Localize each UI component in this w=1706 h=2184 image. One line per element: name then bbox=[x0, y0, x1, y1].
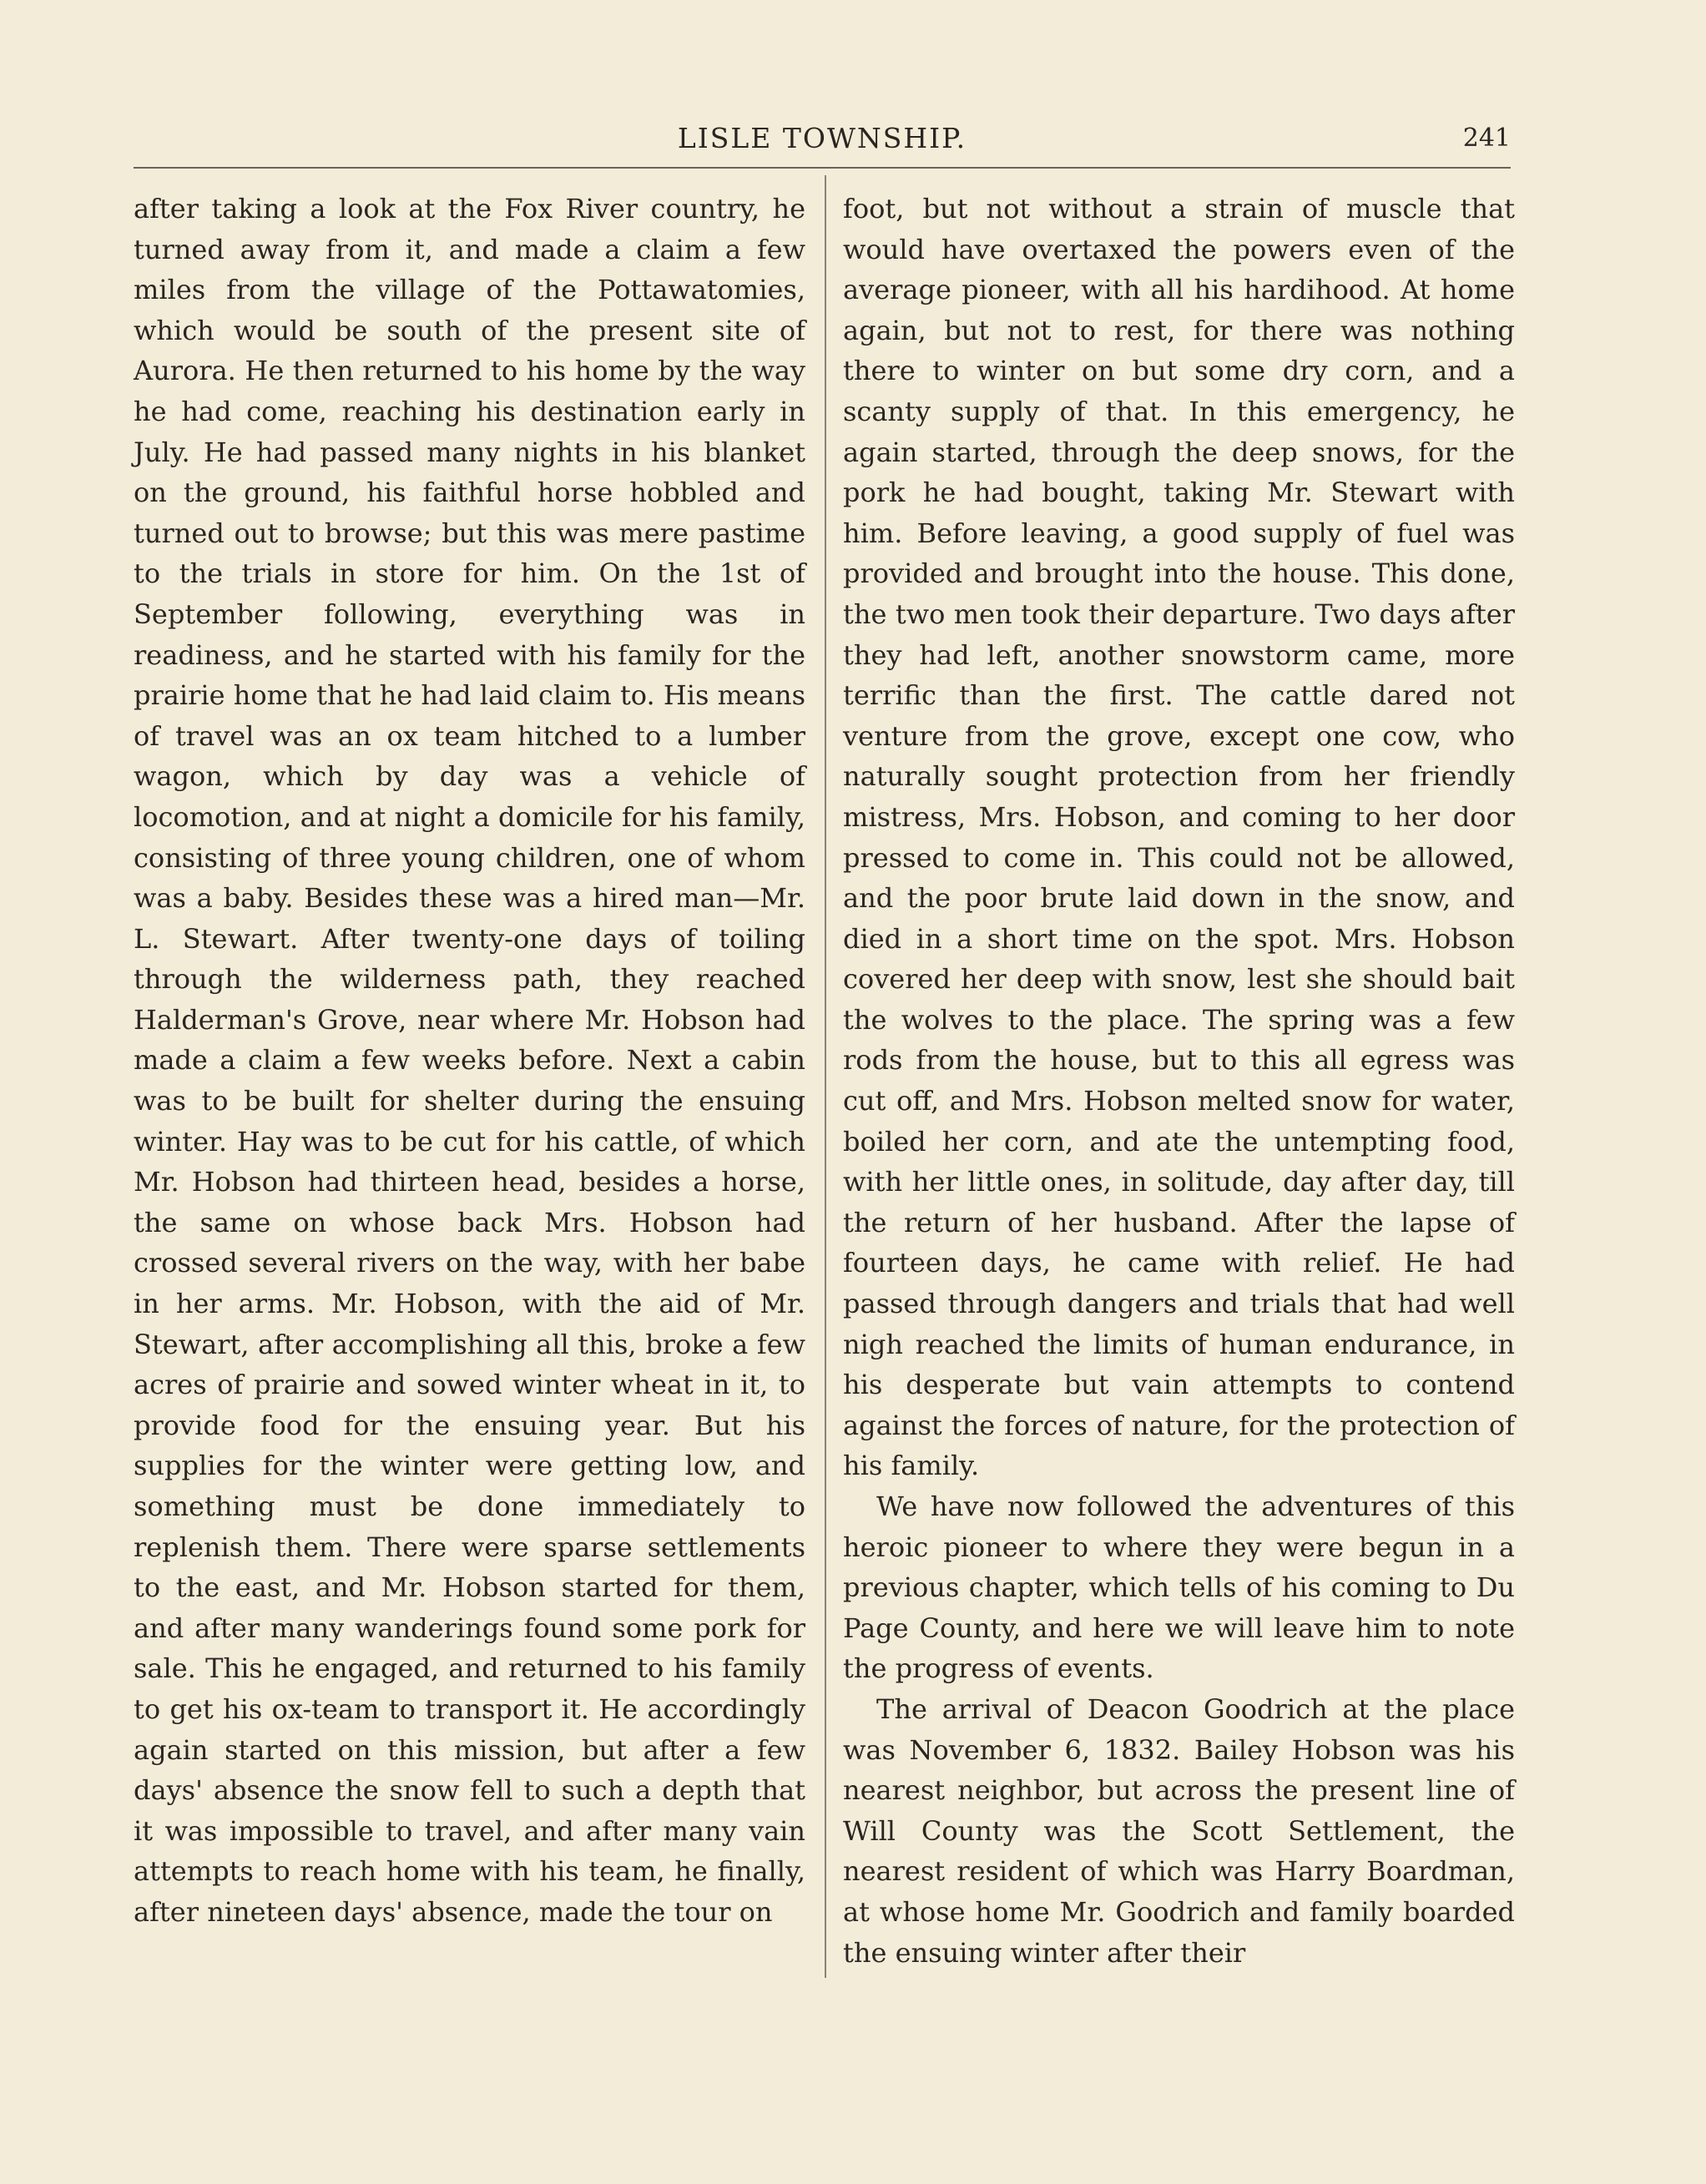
page-number: 241 bbox=[1462, 124, 1511, 153]
running-title: LISLE TOWNSHIP. bbox=[677, 122, 967, 154]
left-column bbox=[134, 189, 805, 1933]
header-rule bbox=[134, 167, 1511, 169]
right-paragraph-1: foot, but not without a strain of muscle that would have overtaxed the powers even of the average pioneer, with all his hardihood. At home again, but not to rest, for there was nothing there to winter on but some dry corn, and a scanty supply of that. In this emergency, he again started, through the deep snows, for the pork he had bought, taking Mr. Stewart with him. Before leaving, a good supply of fuel was provided and brought into the house. This done, the two men took their departure. Two days after they had left, another snowstorm came, more terrific than the first. The cattle dared not venture from the grove, except one cow, who naturally sought protection from her friendly mistress, Mrs. Hobson, and coming to her door pressed to come in. This could not be allowed, and the poor brute laid down in the snow, and died in a short time on the spot. Mrs. Hobson covered her deep with snow, lest she should bait the wolves to the place. The spring was a few rods from the house, but to this all egress was cut off, and Mrs. Hobson melted snow for water, boiled her corn, and ate the untempting food, with her little ones, in solitude, day after day, till the return of her husband. After the lapse of fourteen days, he came with relief. He had passed through dangers and trials that had well nigh reached the limits of human endurance, in his desperate but vain attempts to contend against the forces of nature, for the protection of his family. bbox=[843, 193, 1515, 1482]
right-paragraph-3: The arrival of Deacon Goodrich at the place was November 6, 1832. Bailey Hobson was his nearest neighbor, but across the present line of Will County was the Scott Settlement, the nearest resident of which was Harry Boardman, at whose home Mr. Goodrich and family boarded the ensuing winter after their bbox=[843, 1692, 1515, 1969]
column-divider bbox=[825, 175, 826, 1978]
page-header bbox=[134, 115, 1511, 165]
right-paragraph-2: We have now followed the adventures of this heroic pioneer to where they were begun in a previous chapter, which tells of his coming to Du Page County, and here we will leave him to note the progress of events. bbox=[843, 1490, 1515, 1685]
left-paragraph-1: after taking a look at the Fox River country, he turned away from it, and made a claim a few miles from the village of the Pottawatomies, which would be south of the present site of Aurora. He then returned to his home by the way he had come, reaching his destination early in July. He had passed many nights in his blanket on the ground, his faithful horse hobbled and turned out to browse; but this was mere pastime to the trials in store for him. On the 1st of September following, everything was in readiness, and he started with his family for the prairie home that he had laid claim to. His means of travel was an ox team hitched to a lumber wagon, which by day was a vehicle of locomotion, and at night a domicile for his family, consisting of three young children, one of whom was a baby. Besides these was a hired man—Mr. L. Stewart. After twenty-one days of toiling through the wilderness path, they reached Halderman's Grove, near where Mr. Hobson had made a claim a few weeks before. Next a cabin was to be built for shelter during the ensuing winter. Hay was to be cut for his cattle, of which Mr. Hobson had thirteen head, besides a horse, the same on whose back Mrs. Hobson had crossed several rivers on the way, with her babe in her arms. Mr. Hobson, with the aid of Mr. Stewart, after accomplishing all this, broke a few acres of prairie and sowed winter wheat in it, to provide food for the ensuing year. But his supplies for the winter were getting low, and something must be done immediately to replenish them. There were sparse settlements to the east, and Mr. Hobson started for them, and after many wanderings found some pork for sale. This he engaged, and returned to his family to get his ox-team to transport it. He accordingly again started on this mission, but after a few days' absence the snow fell to such a depth that it was impossible to travel, and after many vain attempts to reach home with his team, he finally, after nineteen days' absence, made the tour on bbox=[134, 193, 805, 1928]
right-column bbox=[843, 189, 1515, 1973]
